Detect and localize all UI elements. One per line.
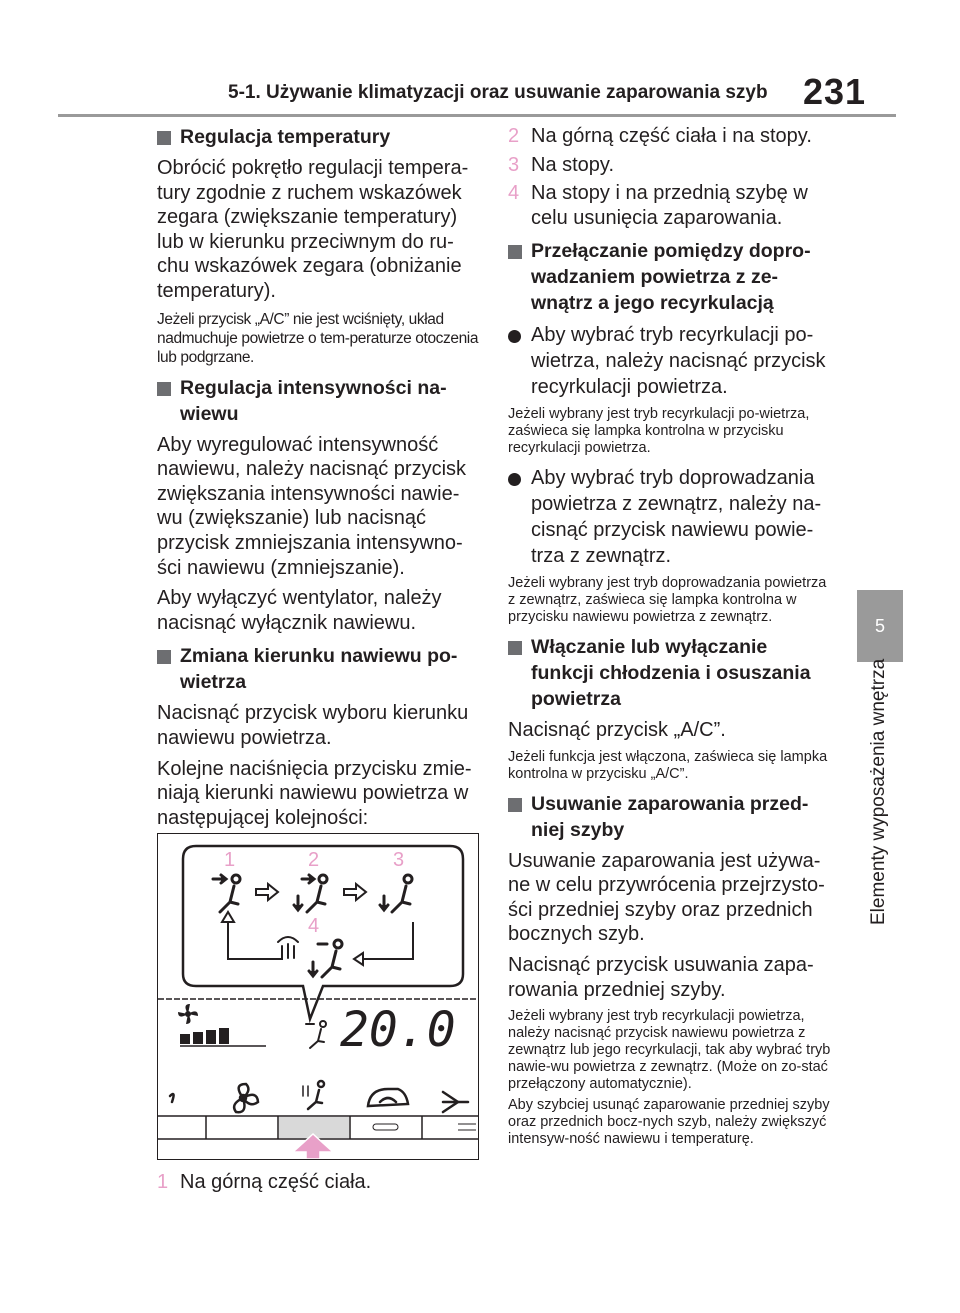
section-heading-text: Usuwanie zaparowania przed-niej szyby — [531, 792, 809, 841]
mode-label-1: 1 — [224, 849, 236, 871]
square-bullet-icon — [157, 650, 171, 664]
chapter-tab: 5 — [857, 590, 903, 662]
airflow-mode-figure — [157, 833, 479, 1160]
section-heading — [508, 238, 833, 316]
option-text: Na stopy i na przednią szybę w celu usunięcia zaparowania. — [531, 182, 808, 229]
paragraph: Usuwanie zaparowania jest używa-ne w celu przywrócenia przejrzysto-ści przedniej szyby oraz przednich bocznych szyb. — [508, 849, 825, 946]
section-heading-text: Regulacja intensywności na-wiewu — [180, 376, 447, 425]
square-bullet-icon — [157, 382, 171, 396]
outside-air-icon — [443, 1092, 468, 1112]
airflow-option-2 — [508, 124, 833, 149]
option-number: 1 — [157, 1171, 169, 1193]
option-number: 2 — [508, 125, 520, 147]
bullet-text: Aby wybrać tryb recyrkulacji po-wietrza, należy nacisnąć przycisk recyrkulacji powietrza. — [531, 324, 826, 398]
note: Aby szybciej usunąć zaparowanie przedniej szyby oraz przednich bocz-nych szyb, należy zwiększyć intensyw-ność nawiewu i temperaturę. — [508, 1097, 830, 1148]
section-heading — [157, 643, 482, 695]
section-heading — [508, 634, 833, 712]
section-heading — [508, 791, 833, 843]
note: Jeżeli wybrany jest tryb recyrkulacji po-wietrza, zaświeca się lampka kontrolna w przycisku recyrkulacji powietrza. — [508, 406, 810, 456]
square-bullet-icon — [508, 798, 522, 812]
option-text: Na górną część ciała i na stopy. — [531, 125, 812, 147]
bullet-item — [508, 465, 833, 569]
control-icons — [170, 1081, 468, 1112]
mode-label-2: 2 — [308, 849, 320, 871]
paragraph: Aby wyregulować intensywność nawiewu, należy nacisnąć przycisk zwiększania intensywności nawie-wu (zwiększanie) lub nacisnąć przycisk zmniejszania intensywno-ści nawiewu (zmniejszanie). — [157, 433, 467, 579]
temperature-display: 20.0 — [340, 1002, 456, 1058]
mode-label-3: 3 — [393, 849, 405, 871]
square-bullet-icon — [508, 641, 522, 655]
section-heading-text: Regulacja temperatury — [180, 126, 391, 148]
section-heading — [157, 375, 482, 427]
mode-button-icon — [303, 1081, 324, 1109]
square-bullet-icon — [508, 245, 522, 259]
section-heading-text: Przełączanie pomiędzy dopro-wadzaniem powietrza z ze-wnątrz a jego recyrkulacją — [531, 240, 811, 314]
recirculation-icon — [368, 1089, 408, 1106]
fan-speed-bars — [180, 1028, 229, 1044]
paragraph: Nacisnąć przycisk wyboru kierunku nawiewu powietrza. — [157, 702, 469, 749]
airflow-option-3 — [508, 153, 833, 178]
header-rule — [58, 114, 896, 117]
left-column — [157, 124, 482, 836]
section-heading-text: Włączanie lub wyłączanie funkcji chłodzenia i osuszania powietrza — [531, 636, 811, 710]
note: Jeżeli wybrany jest tryb recyrkulacji powietrza, należy nacisnąć przycisk nawiewu powietrza z zewnątrz lub jego recyrkulacji, tak aby wybrać tryb nawie-wu powietrza z zewnątrz. (Może on zo-stać przełączony automatycznie). — [508, 1008, 831, 1093]
right-column — [508, 124, 833, 1156]
header-title: 5-1. Używanie klimatyzacji oraz usuwanie zaparowania szyb — [228, 82, 768, 103]
airflow-diagram — [158, 834, 478, 1159]
button-lamp — [373, 1124, 398, 1130]
option-text: Na stopy. — [531, 153, 614, 176]
fan-icon — [178, 1004, 198, 1024]
option-number: 4 — [508, 182, 520, 204]
bullet-item — [508, 322, 833, 400]
mode-label-4: 4 — [308, 915, 320, 937]
airflow-option-1 — [157, 1170, 505, 1195]
fan-button-icon — [234, 1084, 258, 1112]
chapter-side-label: Elementy wyposażenia wnętrza — [868, 658, 889, 925]
airflow-option-4 — [508, 181, 833, 230]
paragraph: Nacisnąć przycisk „A/C”. — [508, 719, 726, 741]
note: Jeżeli przycisk „A/C” nie jest wciśnięty, układ nadmuchuje powietrze o tem-peraturze otoczenia lub podgrzane. — [157, 310, 479, 366]
bullet-text: Aby wybrać tryb doprowadzania powietrza z zewnątrz, należy na-cisnąć przycisk nawiewu powie-trza z zewnątrz. — [531, 467, 822, 567]
round-bullet-icon — [508, 473, 521, 486]
current-mode-icon — [306, 1021, 326, 1048]
page-number: 231 — [803, 71, 867, 112]
option-text: Na górną część ciała. — [180, 1171, 372, 1193]
paragraph: Obrócić pokrętło regulacji tempera-tury zgodnie z ruchem wskazówek zegara (zwiększanie temperatury) lub w kierunku przeciwnym do ru-chu wskazówek zegara (obniżanie temperatury). — [157, 157, 469, 302]
paragraph: Aby wyłączyć wentylator, należy nacisnąć wyłącznik nawiewu. — [157, 587, 442, 634]
callout-bubble — [183, 846, 463, 1019]
option-number: 3 — [508, 153, 520, 176]
note: Jeżeli wybrany jest tryb doprowadzania powietrza z zewnątrz, zaświeca się lampka kontrolna w przycisku nawiewu powietrza z zewnątrz. — [508, 575, 827, 625]
note: Jeżeli funkcja jest włączona, zaświeca się lampka kontrolna w przycisku „A/C”. — [508, 748, 828, 782]
square-bullet-icon — [157, 131, 171, 145]
paragraph: Nacisnąć przycisk usuwania zapa-rowania przedniej szyby. — [508, 953, 814, 1001]
round-bullet-icon — [508, 330, 521, 343]
partial-icon-left — [170, 1094, 174, 1102]
paragraph: Kolejne naciśnięcia przycisku zmie-niają kierunki nawiewu powietrza w następującej kolejności: — [157, 757, 472, 829]
section-heading — [157, 124, 482, 150]
section-heading-text: Zmiana kierunku nawiewu po-wietrza — [180, 645, 458, 694]
button-lamp — [458, 1124, 476, 1130]
